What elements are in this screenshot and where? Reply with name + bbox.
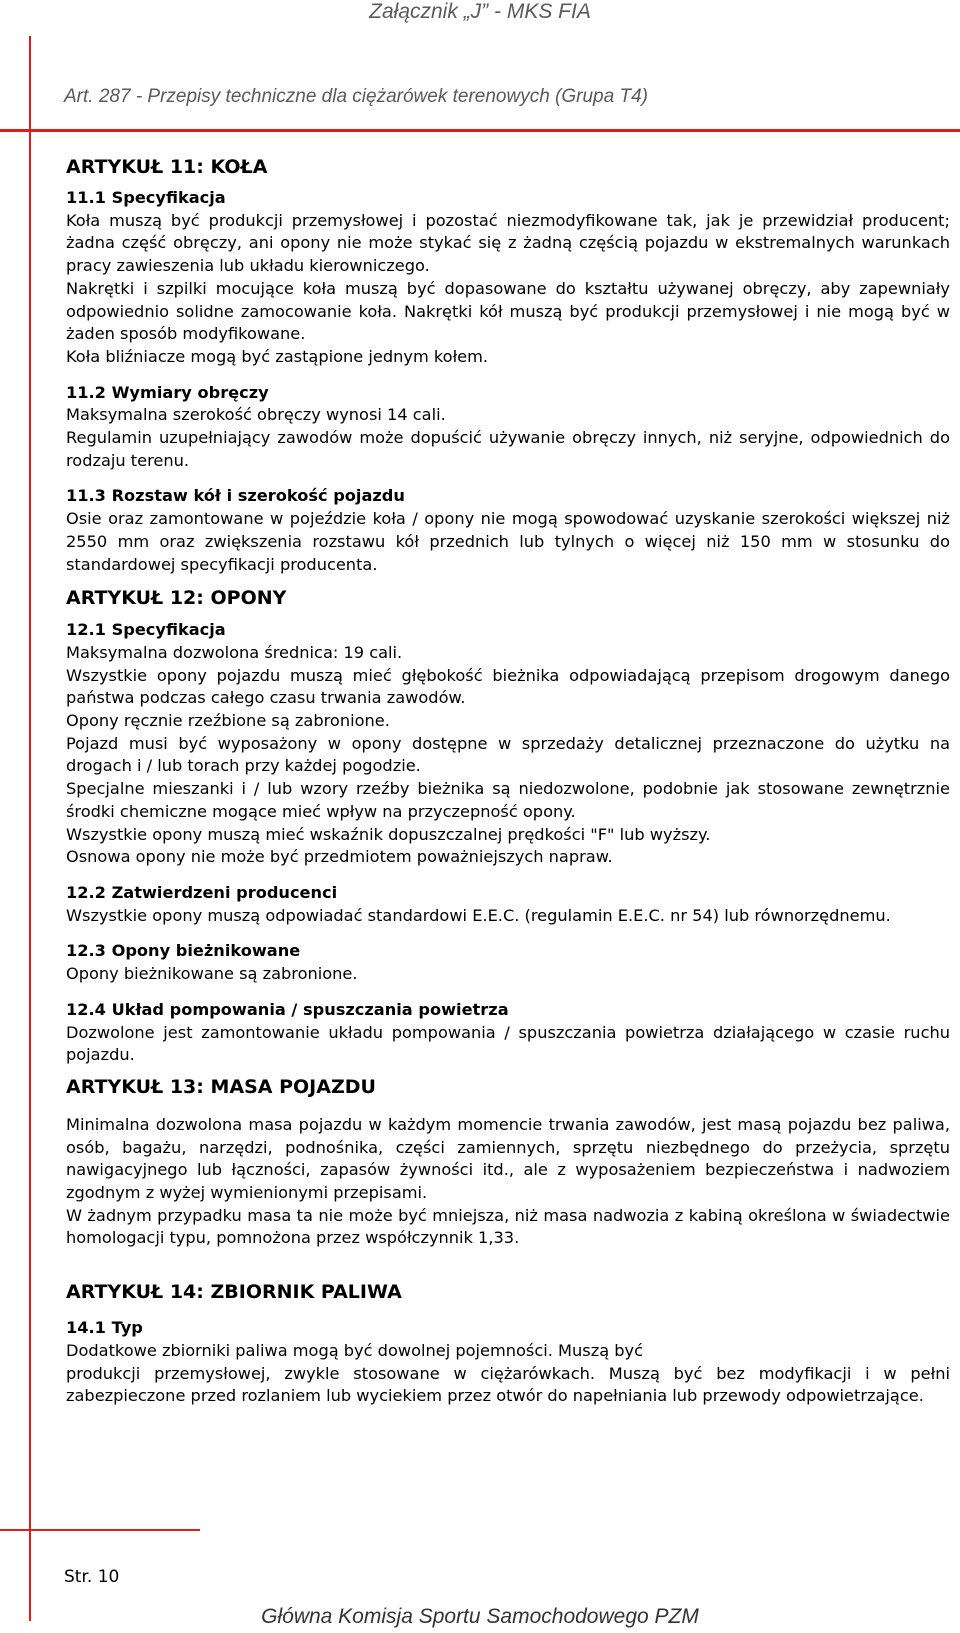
paragraph: Koła muszą być produkcji przemysłowej i pozostać niezmodyfikowane tak, jak je przewidział producent; żadna część obręczy, ani opony nie może stykać się z żadną częścią pojazdu w ekstremalnych warunkach pracy zawieszenia lub układu kierowniczego.: [66, 210, 950, 276]
paragraph: Koła bliźniacze mogą być zastąpione jednym kołem.: [66, 346, 489, 366]
paragraph: Pojazd musi być wyposażony w opony dostępne w sprzedaży detalicznej przeznaczone do użytku na drogach i / lub torach przy każdej pogodzie.: [66, 733, 950, 776]
vertical-rule: [29, 36, 31, 1621]
section-11-2-title: 11.2 Wymiary obręczy: [66, 382, 269, 402]
paragraph: Maksymalna dozwolona średnica: 19 cali.: [66, 642, 403, 662]
paragraph: Minimalna dozwolona masa pojazdu w każdym momencie trwania zawodów, jest masą pojazdu bez paliwa, osób, bagażu, narzędzi, podnośnika, części zamiennych, sprzętu niezbędnego do przeżycia, sprzętu nawigacyjnego lub łączności, zapasów żywności itd., ale z wyposażeniem bezpieczeństwa i nadwoziem zgodnym z wyżej wymienionymi przepisami.: [66, 1114, 950, 1203]
page-number: Str. 10: [64, 1567, 120, 1587]
paragraph: Wszystkie opony muszą odpowiadać standardowi E.E.C. (regulamin E.E.C. nr 54) lub równorzędnemu.: [66, 905, 891, 925]
paragraph: Wszystkie opony muszą mieć wskaźnik dopuszczalnej prędkości "F" lub wyższy.: [66, 824, 711, 844]
paragraph: Osnowa opony nie może być przedmiotem poważniejszych napraw.: [66, 847, 613, 867]
article-12-title: ARTYKUŁ 12: OPONY: [66, 587, 287, 610]
section-11-1-title: 11.1 Specyfikacja: [66, 188, 226, 207]
paragraph: Nakrętki i szpilki mocujące koła muszą być dopasowane do kształtu używanej obręczy, aby zapewniały odpowiednio solidne zamocowanie koła. Nakrętki kół muszą być produkcji przemysłowej i nie mogą być w żaden sposób modyfikowane.: [66, 278, 950, 344]
article-11-title: ARTYKUŁ 11: KOŁA: [66, 156, 268, 178]
section-12-3-title: 12.3 Opony bieżnikowane: [66, 941, 301, 961]
annex-title: Załącznik „J” - MKS FIA: [369, 0, 591, 23]
paragraph: Regulamin uzupełniający zawodów może dopuścić używanie obręczy innych, niż seryjne, odpowiednich do rodzaju terenu.: [66, 428, 950, 470]
section-14-1-title: 14.1 Typ: [66, 1318, 143, 1338]
paragraph: Osie oraz zamontowane w pojeździe koła / opony nie mogą spowodować uzyskanie szerokości większej niż 2550 mm oraz zwiększenia rozstawu kół przednich lub tylnych o więcej niż 150 mm w stosunku do standardowej specyfikacji producenta.: [66, 509, 950, 574]
section-12-1-title: 12.1 Specyfikacja: [66, 620, 226, 640]
paragraph: produkcji przemysłowej, zwykle stosowane w ciężarówkach. Muszą być bez modyfikacji i w pełni zabezpieczone przed rozlaniem lub wyciekiem przez otwór do napełniania lub przewody odpowietrzające.: [66, 1363, 950, 1406]
footer-organization: Główna Komisja Sportu Samochodowego PZM: [261, 1605, 699, 1628]
article-14-title: ARTYKUŁ 14: ZBIORNIK PALIWA: [66, 1281, 402, 1304]
section-11-3-title: 11.3 Rozstaw kół i szerokość pojazdu: [66, 486, 405, 506]
page-body: [66, 155, 950, 1408]
footer-rule: [0, 1529, 200, 1531]
section-12-4-title: 12.4 Układ pompowania / spuszczania powietrza: [66, 999, 509, 1019]
section-12-2-title: 12.2 Zatwierdzeni producenci: [66, 882, 338, 902]
paragraph: Wszystkie opony pojazdu muszą mieć głębokość bieżnika odpowiadającą przepisom drogowym danego państwa podczas całego czasu trwania zawodów.: [66, 665, 950, 708]
paragraph: Opony bieżnikowane są zabronione.: [66, 964, 358, 984]
paragraph: Maksymalna szerokość obręczy wynosi 14 cali.: [66, 405, 446, 425]
paragraph: Dozwolone jest zamontowanie układu pompowania / spuszczania powietrza działającego w czasie ruchu pojazdu.: [66, 1022, 950, 1065]
paragraph: Dodatkowe zbiorniki paliwa mogą być dowolnej pojemności. Muszą być: [66, 1340, 644, 1360]
article-header: Art. 287 - Przepisy techniczne dla ciężarówek terenowych (Grupa T4): [64, 86, 648, 107]
header-rule: [0, 129, 960, 132]
article-13-title: ARTYKUŁ 13: MASA POJAZDU: [66, 1075, 376, 1098]
paragraph: Specjalne mieszanki i / lub wzory rzeźby bieżnika są niedozwolone, podobnie jak stosowane zewnętrznie środki chemiczne mogące mieć wpływ na przyczepność opony.: [66, 779, 950, 821]
paragraph: W żadnym przypadku masa ta nie może być mniejsza, niż masa nadwozia z kabiną określona w świadectwie homologacji typu, pomnożona przez współczynnik 1,33.: [66, 1205, 950, 1248]
paragraph: Opony ręcznie rzeźbione są zabronione.: [66, 711, 390, 731]
